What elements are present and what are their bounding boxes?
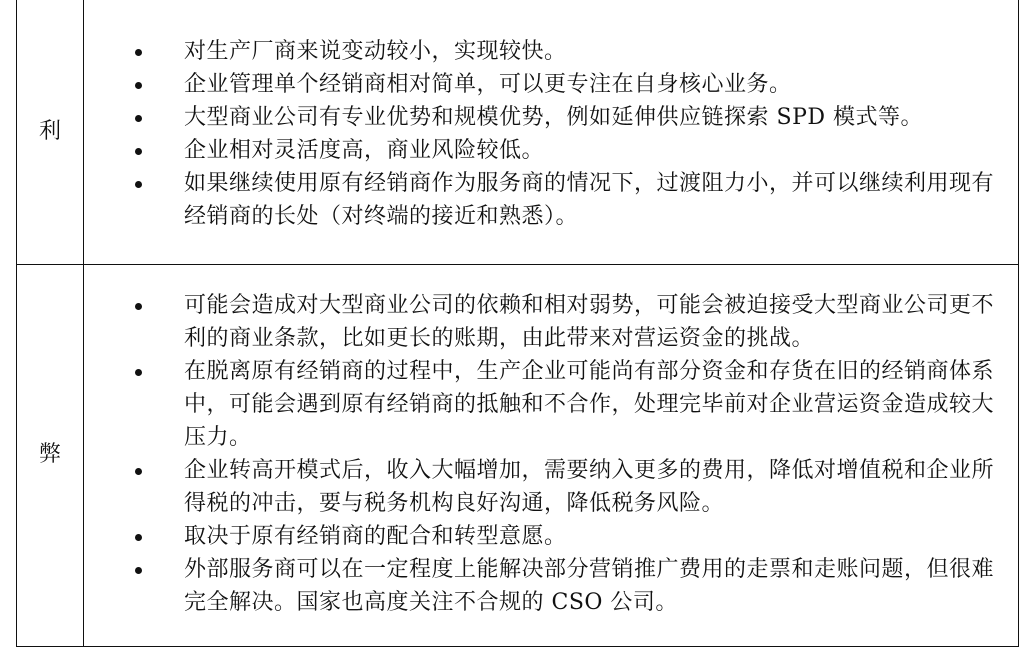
list-item-text: 外部服务商可以在一定程度上能解决部分营销推广费用的走票和走账问题，但很难完全解决。国家也高度关注不合规的 CSO 公司。: [184, 557, 995, 615]
pros-list: [84, 35, 1018, 233]
list-item-text: 大型商业公司有专业优势和规模优势，例如延伸供应链探索 SPD 模式等。: [184, 104, 924, 130]
bullet-icon: [135, 369, 142, 376]
list-item: [84, 134, 1018, 167]
list-item-text: 如果继续使用原有经销商作为服务商的情况下，过渡阻力小，并可以继续利用现有经销商的长处（对终端的接近和熟悉）。: [184, 170, 995, 229]
bullet-icon: [135, 567, 142, 574]
cons-row: [17, 264, 1019, 646]
pros-label: 利: [17, 0, 84, 264]
list-item-text: 可能会造成对大型商业公司的依赖和相对弱势，可能会被迫接受大型商业公司更不利的商业条款，比如更长的账期，由此带来对营运资金的挑战。: [184, 293, 995, 351]
list-item: [84, 520, 1018, 553]
list-item-text: 取决于原有经销商的配合和转型意愿。: [184, 524, 567, 549]
list-item-text: 对生产厂商来说变动较小，实现较快。: [184, 38, 567, 64]
bullet-icon: [135, 148, 142, 155]
list-item: [84, 35, 1018, 68]
bullet-icon: [135, 115, 142, 122]
list-item: [84, 355, 1018, 454]
bullet-icon: [135, 181, 142, 188]
cons-label: 弊: [17, 264, 84, 646]
list-item-text: 在脱离原有经销商的过程中，生产企业可能尚有部分资金和存货在旧的经销商体系中，可能会遇到原有经销商的抵触和不合作，处理完毕前对企业营运资金造成较大压力。: [184, 359, 995, 450]
list-item-text: 企业相对灵活度高，商业风险较低。: [184, 137, 545, 163]
pros-row: [17, 0, 1019, 264]
bullet-icon: [135, 82, 142, 89]
bullet-icon: [135, 49, 142, 56]
cons-content: [84, 264, 1019, 646]
cons-list: [84, 289, 1018, 619]
bullet-icon: [135, 534, 142, 541]
list-item-text: 企业管理单个经销商相对简单，可以更专注在自身核心业务。: [184, 71, 792, 97]
list-item: [84, 101, 1018, 134]
pros-cons-table: [16, 0, 1019, 647]
list-item: [84, 167, 1018, 233]
list-item: [84, 553, 1018, 619]
list-item: [84, 68, 1018, 101]
pros-content: [84, 0, 1019, 264]
list-item: [84, 454, 1018, 520]
bullet-icon: [135, 303, 142, 310]
list-item-text: 企业转高开模式后，收入大幅增加，需要纳入更多的费用，降低对增值税和企业所得税的冲击，要与税务机构良好沟通，降低税务风险。: [184, 458, 995, 516]
list-item: [84, 289, 1018, 355]
bullet-icon: [135, 468, 142, 475]
